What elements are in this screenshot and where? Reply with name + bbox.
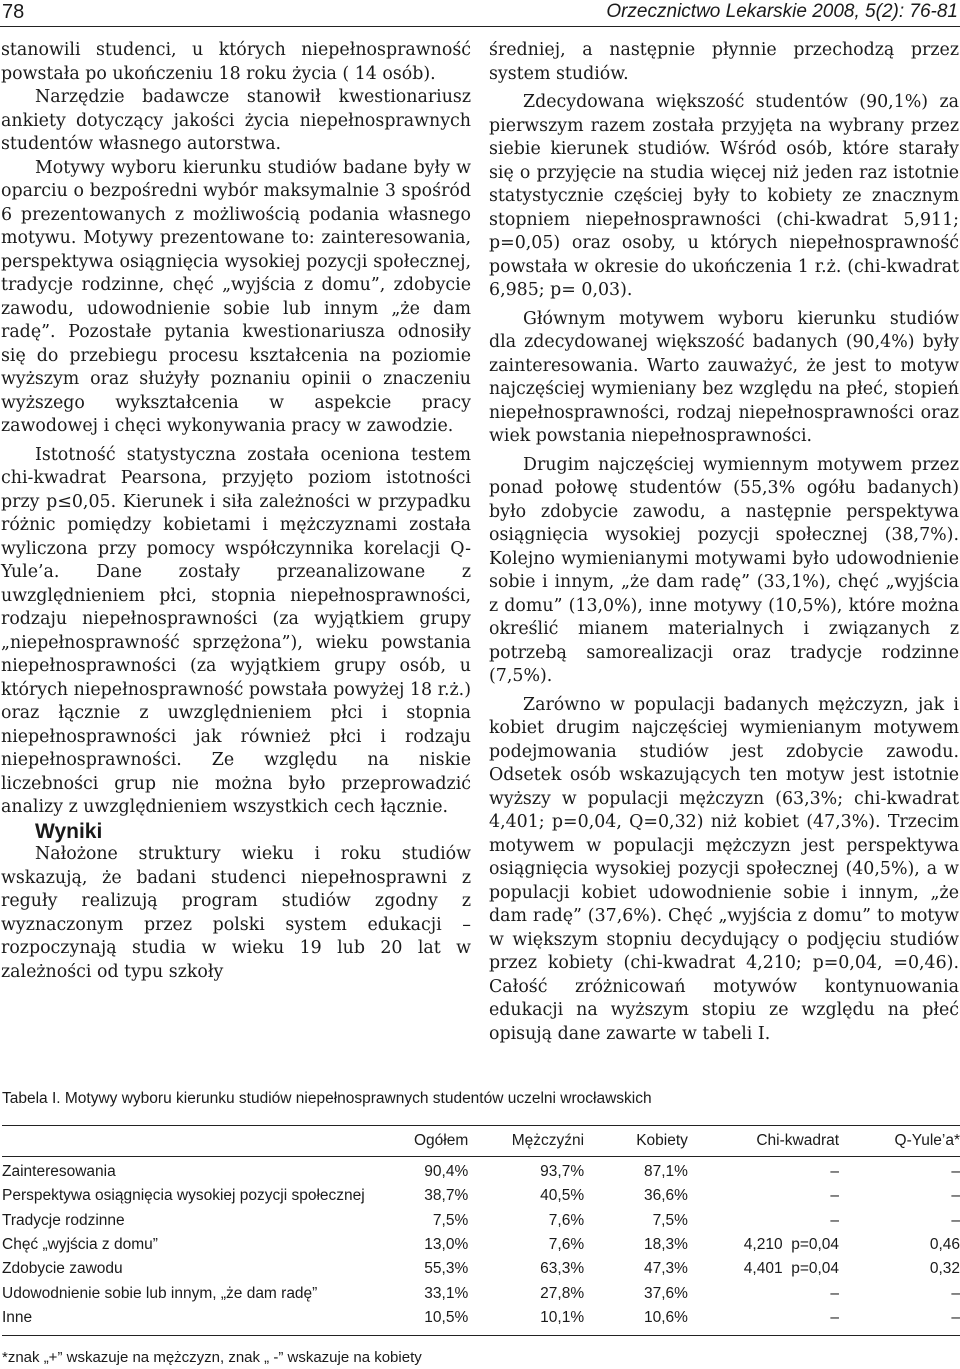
table-cell: 10,1%: [540, 1308, 585, 1326]
table-cell: 38,7%: [424, 1187, 469, 1205]
paragraph: średniej, a następnie płynnie przechodzą przez system studiów.: [489, 40, 959, 84]
table-cell: 55,3%: [424, 1260, 469, 1278]
paragraph: Głównym motywem wyboru kierunku studiów dla zdecydowanej większość badanych (90,4%) były zainteresowania. Warto zauważyć, że jest to motyw najczęściej wymieniany bez względu na płeć, stopień niepełnosprawności, rodzaj niepełnosprawności oraz wiek powstania niepełnosprawności.: [489, 308, 959, 446]
row-label: Inne: [2, 1308, 33, 1326]
table-caption: Tabela I. Motywy wyboru kierunku studiów niepełnosprawnych studentów uczelni wrocławskich: [2, 1090, 652, 1107]
paragraph: stanowili studenci, u których niepełnosprawność powstała po ukończeniu 18 roku życia ( 14 osób).: [1, 40, 471, 84]
column-header: Mężczyźni: [511, 1132, 585, 1149]
table-cell: –: [951, 1187, 960, 1205]
column-header: Ogółem: [413, 1132, 469, 1149]
row-label: Perspektywa osiągnięcia wysokiej pozycji społecznej: [2, 1187, 365, 1205]
page-number: 78: [2, 1, 25, 23]
table-cell: –: [951, 1284, 960, 1302]
table-cell: 4,210 p=0,04: [743, 1236, 840, 1254]
paragraph: Motywy wyboru kierunku studiów badane były w oparciu o bezpośredni wybór maksymalnie 3 spośród 6 prezentowanych z możliwością podania własnego motywu. Motywy prezentowane to: zainteresowania, perspektywa osiągnięcia wysokiej pozycji społecznej, tradycje rodzinne, chęć „wyjścia z domu”, zdobycie zawodu, udowodnienie sobie lub innym „że dam radę”. Pozostałe pytania kwestionariusza odnosiły się do przebiegu procesu kształcenia na poziomie wyższym oraz służyły poznaniu opinii o znaczeniu wyższego wykształcenia w aspekcie pracy zawodowej i chęci wykonywania pracy w zawodzie.: [1, 157, 471, 436]
table-cell: 18,3%: [643, 1236, 688, 1254]
column-header: Chi-kwadrat: [756, 1132, 840, 1149]
table-cell: 7,5%: [432, 1211, 469, 1229]
table-cell: –: [951, 1308, 960, 1326]
row-label: Zainteresowania: [2, 1163, 116, 1181]
table-cell: –: [951, 1163, 960, 1181]
right-column: [489, 39, 959, 1046]
table-cell: 47,3%: [643, 1260, 688, 1278]
table-cell: 27,8%: [540, 1284, 585, 1302]
row-label: Zdobycie zawodu: [2, 1260, 123, 1278]
table-cell: 36,6%: [643, 1187, 688, 1205]
row-label: Tradycje rodzinne: [2, 1211, 125, 1229]
table-cell: 90,4%: [424, 1163, 469, 1181]
table-cell: 87,1%: [643, 1163, 688, 1181]
table-row: [2, 1184, 960, 1208]
table-cell: 33,1%: [424, 1284, 469, 1302]
motives-table: [2, 1125, 960, 1336]
table-row: [2, 1306, 960, 1336]
table-row: [2, 1281, 960, 1305]
table-cell: 7,5%: [652, 1211, 688, 1229]
paragraph: Zarówno w populacji badanych mężczyzn, jak i kobiet drugim najczęściej wymienianym motywem podejmowania studiów jest zdobycie zawodu. Odsetek osób wskazujących ten motyw jest istotnie wyższy w populacji mężczyzn (63,3%; chi-kwadrat 4,401; p=0,04, Q=0,32) niż kobiet (47,3%). Trzecim motywem w populacji mężczyzn jest perspektywa osiągnięcia wysokiej pozycji społecznej (40,5%), a w populacji kobiet udowodnienie sobie i innym, „że dam radę” (37,6%). Chęć „wyjścia z domu” to motyw w większym stopniu decydujący o podjęciu studiów przez kobiety (chi-kwadrat 4,210; p=0,04, =0,46). Całość zróżnicowań motywów kontynuowania edukacji na wyższym stopiu ze względu na płeć opisują dane zawarte w tabeli I.: [489, 694, 959, 1044]
row-label: Udowodnienie sobie lub innym, „że dam radę”: [2, 1284, 318, 1302]
table-cell: –: [830, 1284, 840, 1302]
table-cell: 0,46: [929, 1236, 960, 1254]
table-row: [2, 1233, 960, 1257]
row-label: Chęć „wyjścia z domu”: [2, 1236, 158, 1254]
table-footnote: *znak „+” wskazuje na mężczyzn, znak „ -” wskazuje na kobiety: [2, 1349, 422, 1366]
table-row: [2, 1257, 960, 1281]
table-row: [2, 1157, 960, 1185]
paragraph: Narzędzie badawcze stanowił kwestionariusz ankiety dotyczący jakości życia niepełnosprawnych studentów własnego autorstwa.: [1, 87, 471, 154]
table-cell: 0,32: [929, 1260, 960, 1278]
paragraph: Istotność statystyczna została oceniona testem chi-kwadrat Pearsona, przyjęto poziom istotności przy p≤0,05. Kierunek i siła zależności w przypadku różnic pomiędzy kobietami i mężczyznami została wyliczona przy pomocy współczynnika korelacji Q-Yule’a. Dane zostały przeanalizowane z uwzględnieniem płci, stopnia niepełnosprawności, rodzaju niepełnosprawności (za wyjątkiem grupy „niepełnosprawność sprzężona”), wieku powstania niepełnosprawności (za wyjątkiem grupy osób, u których niepełnosprawność powstała powyżej 18 r.ż.) oraz łącznie z uwzględnieniem płci i stopnia niepełnosprawności jak również płci i rodzaju niepełnosprawności. Ze względu na niskie liczebności grup nie można było przeprowadzić analizy z uwzględnieniem wszystkich cech łącznie.: [1, 444, 471, 817]
table-cell: 10,6%: [643, 1308, 688, 1326]
table-cell: 7,6%: [548, 1236, 585, 1254]
section-heading: Wyniki: [35, 819, 103, 843]
table-cell: 93,7%: [540, 1163, 585, 1181]
table-cell: –: [830, 1211, 840, 1229]
table-row: [2, 1209, 960, 1233]
column-header: Q-Yule’a*: [894, 1132, 960, 1149]
page-header: [0, 0, 960, 27]
table-cell: 4,401 p=0,04: [743, 1260, 840, 1278]
table-cell: –: [951, 1211, 960, 1229]
journal-citation: Orzecznictwo Lekarskie 2008, 5(2): 76-81: [606, 1, 958, 22]
table-cell: –: [830, 1308, 840, 1326]
table-cell: 63,3%: [540, 1260, 585, 1278]
column-header: Kobiety: [636, 1132, 688, 1149]
left-column: [1, 39, 471, 984]
table-cell: –: [830, 1187, 840, 1205]
table-cell: 40,5%: [540, 1187, 585, 1205]
column-header: [2, 1126, 367, 1157]
table-cell: 10,5%: [424, 1308, 469, 1326]
paragraph: Zdecydowana większość studentów (90,1%) za pierwszym razem została przyjęta na wybrany przez siebie kierunek studiów. Wśród osób, które starały się o przyjęcie na studia więcej niż jeden raz istotnie statystycznie częściej były to kobiety ze znacznym stopniem niepełnosprawności (chi-kwadrat 5,911; p=0,05) oraz osoby, u których niepełnosprawność powstała w okresie do ukończenia 1 r.ż. (chi-kwadrat 6,985; p= 0,03).: [489, 92, 959, 300]
paragraph: Drugim najczęściej wymiennym motywem przez ponad połowę studentów (55,3% ogółu badanych) było zdobycie zawodu, a następnie perspektywa osiągnięcia wysokiej pozycji społecznej (38,7%). Kolejno wymienianymi motywami było udowodnienie sobie i innym, „że dam radę” (33,1%), chęć „wyjścia z domu” (13,0%), inne motywy (10,5%), które można określić mianem materialnych i związanych z potrzebą samorealizacji oraz tradycje rodzinne (7,5%).: [489, 454, 959, 686]
table-header-row: [2, 1126, 960, 1157]
paragraph: Nałożone struktury wieku i roku studiów wskazują, że badani studenci niepełnosprawni z reguły realizują program studiów zgodny z wyznaczonym przez polski system edukacji – rozpoczynają studia w wieku 19 lub 20 lat w zależności od typu szkoły: [1, 844, 471, 982]
table-cell: 13,0%: [424, 1236, 469, 1254]
table-cell: 37,6%: [643, 1284, 688, 1302]
table-cell: –: [830, 1163, 840, 1181]
table-cell: 7,6%: [548, 1211, 585, 1229]
